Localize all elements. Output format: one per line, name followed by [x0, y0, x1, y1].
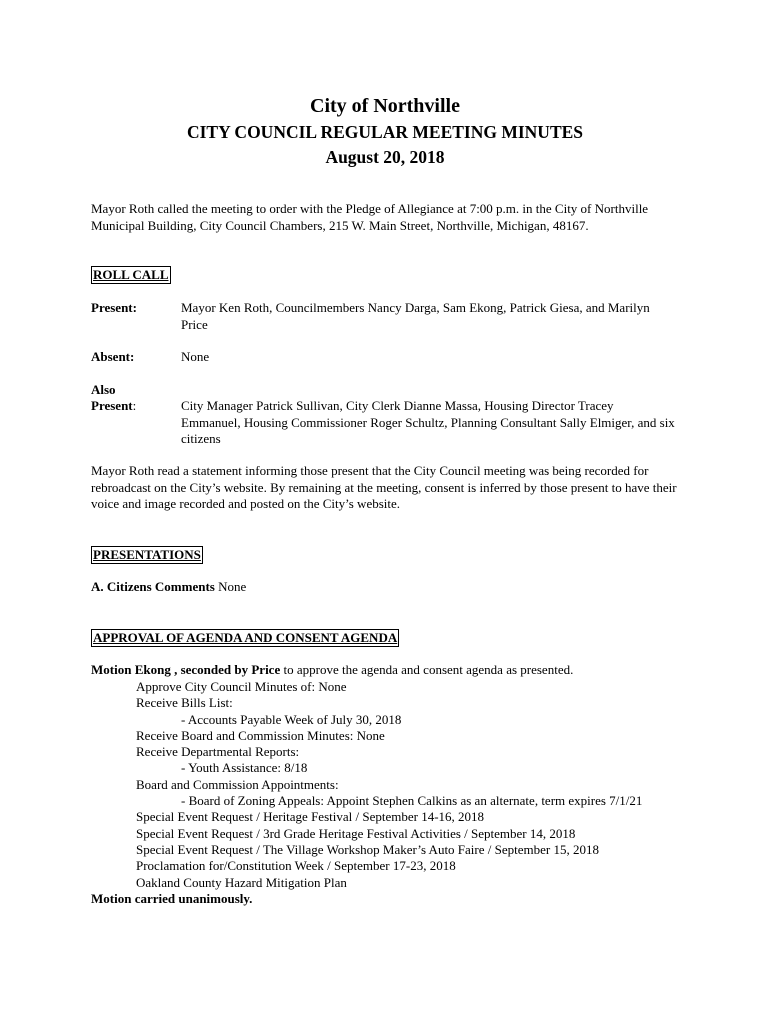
- agenda-item: Receive Bills List:: [136, 695, 233, 710]
- present-value: Mayor Ken Roth, Councilmembers Nancy Darga, Sam Ekong, Patrick Giesa, and Marilyn Price: [181, 300, 650, 332]
- absent-value: None: [181, 349, 210, 364]
- citizens-comments-label: A. Citizens Comments: [91, 579, 215, 594]
- also-present-label: [91, 398, 136, 415]
- also-present-colon: :: [132, 398, 137, 413]
- agenda-item: Receive Departmental Reports:: [136, 744, 300, 759]
- citizens-comments: [91, 579, 246, 596]
- agenda-heading: APPROVAL OF AGENDA AND CONSENT AGENDA: [93, 630, 398, 645]
- agenda-item: Board and Commission Appointments:: [136, 777, 339, 792]
- motion-mover: Motion Ekong , seconded by Price: [91, 662, 281, 677]
- also-present-value: City Manager Patrick Sullivan, City Clerk Dianne Massa, Housing Director Tracey Emmanuel, Housing Commissioner Roger Schultz, Planning Consultant Sally Elmiger, and six citizens: [181, 398, 675, 446]
- agenda-item: Approve City Council Minutes of: None: [136, 679, 347, 694]
- agenda-item: Special Event Request / Heritage Festival / September 14-16, 2018: [136, 809, 485, 824]
- also-present-word: Present: [91, 398, 133, 413]
- present-label: Present:: [91, 300, 137, 315]
- agenda-item: Special Event Request / The Village Workshop Maker’s Auto Faire / September 15, 2018: [136, 842, 599, 857]
- agenda-item: Oakland County Hazard Mitigation Plan: [136, 875, 347, 890]
- motion-line: [91, 662, 573, 679]
- roll-call-heading: ROLL CALL: [93, 267, 169, 282]
- meeting-title: CITY COUNCIL REGULAR MEETING MINUTES: [186, 122, 584, 142]
- agenda-subitem: - Youth Assistance: 8/18: [181, 760, 308, 775]
- city-title: City of Northville: [310, 95, 460, 117]
- absent-label: Absent:: [91, 349, 135, 364]
- citizens-comments-value: None: [214, 579, 247, 594]
- motion-result: Motion carried unanimously.: [91, 891, 253, 906]
- agenda-subitem: - Accounts Payable Week of July 30, 2018: [181, 712, 402, 727]
- agenda-subitem: - Board of Zoning Appeals: Appoint Stephen Calkins as an alternate, term expires 7/1/21: [181, 793, 643, 808]
- recording-statement: Mayor Roth read a statement informing those present that the City Council meeting was being recorded for rebroadcast on the City’s website. By remaining at the meeting, consent is inferred by those present to have their voice and image recorded and posted on the City’s website.: [91, 463, 677, 511]
- agenda-item: Special Event Request / 3rd Grade Heritage Festival Activities / September 14, 2018: [136, 826, 576, 841]
- motion-text: to approve the agenda and consent agenda as presented.: [280, 662, 574, 677]
- presentations-heading: PRESENTATIONS: [93, 547, 201, 562]
- also-label: Also: [91, 382, 116, 397]
- intro-paragraph: Mayor Roth called the meeting to order with the Pledge of Allegiance at 7:00 p.m. in the City of Northville Municipal Building, City Council Chambers, 215 W. Main Street, Northville, Michigan, 48167.: [91, 201, 649, 233]
- agenda-item: Proclamation for/Constitution Week / September 17-23, 2018: [136, 858, 456, 873]
- meeting-date: August 20, 2018: [325, 147, 445, 167]
- agenda-item: Receive Board and Commission Minutes: None: [136, 728, 385, 743]
